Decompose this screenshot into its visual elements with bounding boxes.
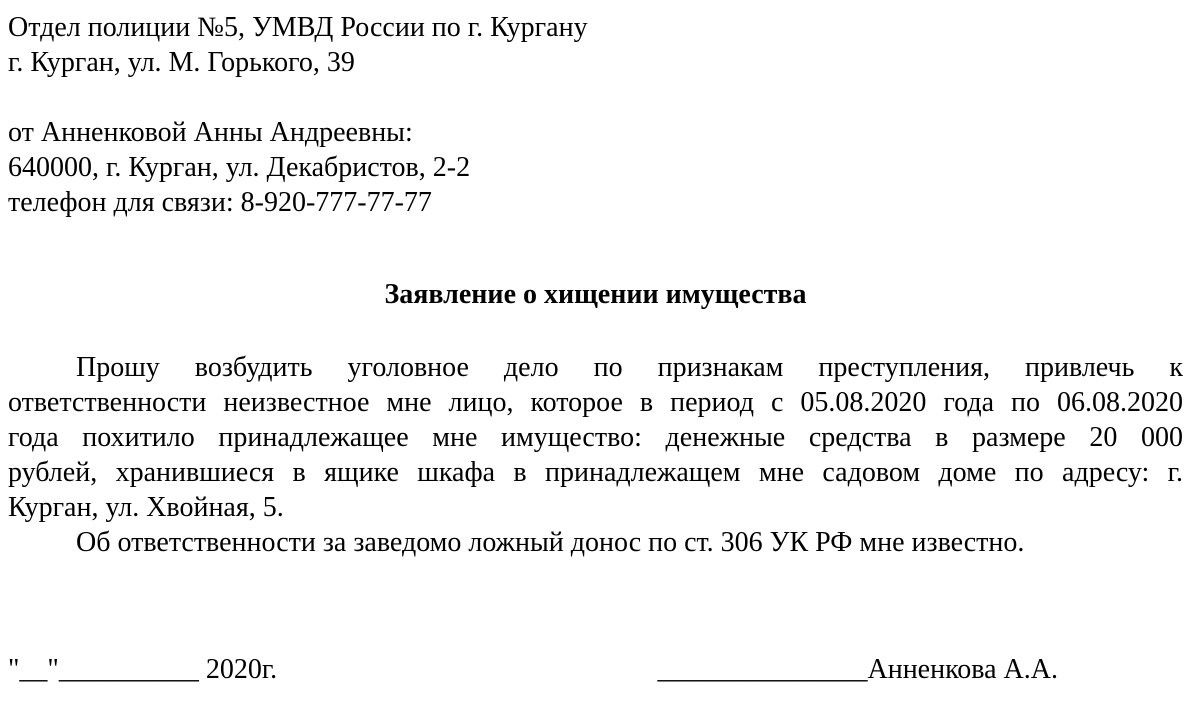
document-title: Заявление о хищении имущества xyxy=(384,279,807,310)
body-line: ответственности неизвестное мне лицо, которое в период с 05.08.2020 года по 06.08.2020 xyxy=(8,387,1183,418)
signature-row xyxy=(8,652,1183,687)
signature-block xyxy=(657,652,1183,687)
statement-body xyxy=(8,350,1183,560)
signature-name: Анненкова А.А. xyxy=(867,654,1058,685)
sender-line-address: 640000, г. Курган, ул. Декабристов, 2-2 xyxy=(8,152,471,183)
recipient-block xyxy=(8,10,1183,80)
sender-line-name: от Анненковой Анны Андреевны: xyxy=(8,117,413,148)
body-line-liability-notice: Об ответственности за заведомо ложный донос по ст. 306 УК РФ мне известно. xyxy=(76,527,1025,558)
signature-blank-line: _______________ xyxy=(657,654,868,685)
date-blank: "__"__________ 2020г. xyxy=(8,654,278,685)
recipient-line-2: г. Курган, ул. М. Горького, 39 xyxy=(8,47,355,78)
body-line: Курган, ул. Хвойная, 5. xyxy=(8,492,284,523)
sender-block xyxy=(8,115,1183,220)
body-line: рублей, хранившиеся в ящике шкафа в принадлежащем мне садовом доме по адресу: г. xyxy=(8,457,1183,488)
sender-line-phone: телефон для связи: 8-920-777-77-77 xyxy=(8,187,432,218)
recipient-line-1: Отдел полиции №5, УМВД России по г. Кургану xyxy=(8,12,588,43)
body-line: Прошу возбудить уголовное дело по признакам преступления, привлечь к xyxy=(76,352,1183,383)
body-line: года похитило принадлежащее мне имущество: денежные средства в размере 20 000 xyxy=(8,422,1183,453)
